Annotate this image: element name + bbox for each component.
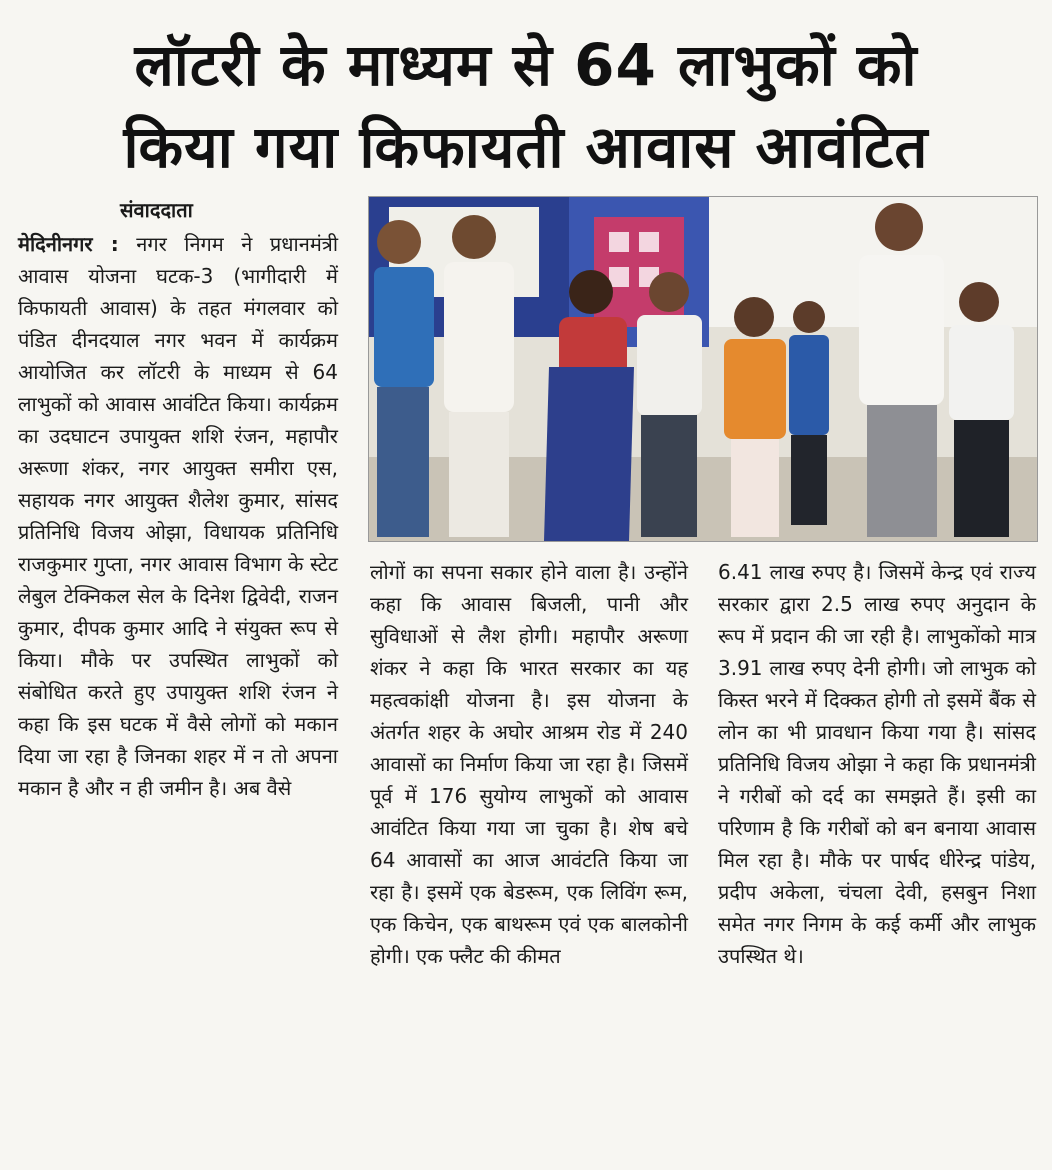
dateline: मेदिनीनगर : <box>18 232 119 256</box>
column-1-text: नगर निगम ने प्रधानमंत्री आवास योजना घटक-3 (भागीदारी में किफायती आवास) के तहत मंगलवार को पंडित दीनदयाल नगर भवन में कार्यक्रम आयोजित कर लॉटरी के माध्यम से 64 लाभुकों को आवास आवंटित किया। कार्यक्रम का उदघाटन उपायुक्त शशि रंजन, महापौर अरूणा शंकर, नगर आयुक्त समीरा एस, सहायक नगर आयुक्त शैलेश कुमार, सांसद प्रतिनिधि विजय ओझा, विधायक प्रतिनिधि राजकुमार गुप्ता, नगर आवास विभाग के स्टेट लेबुल टेक्निकल सेल के दिनेश द्विवेदी, राजन कुमार, दीपक कुमार आदि ने संयुक्त रूप से किया। मौके पर उपस्थित लाभुकों को संबोधित करते हुए उपायुक्त शशि रंजन ने कहा कि इस घटक में वैसे लोगों को मकान दिया जा रहा है जिनका शहर में न तो अपना मकान है और न ही जमीन है। अब वैसे <box>18 232 339 800</box>
headline-line-1: लॉटरी के माध्यम से 64 लाभुकों को <box>134 31 918 99</box>
article-column-3: 6.41 लाख रुपए है। जिसमें केन्द्र एवं राज्य सरकार द्वारा 2.5 लाख रुपए अनुदान के रूप में प्रदान की जा रही है। लाभुकोंको मात्र 3.91 लाख रुपए देनी होगी। जो लाभुक को किस्त भरने में दिक्कत होगी तो इसमें बैंक से लोन का भी प्रावधान किया गया है। सांसद प्रतिनिधि विजय ओझा ने कहा कि प्रधानमंत्री ने गरीबों को दर्द का समझते हैं। इसी का परिणाम है कि गरीबों को बन बनाया आवास मिल रहा है। मौके पर पार्षद धीरेन्द्र पांडेय, प्रदीप अकेला, चंचला देवी, हसबुन निशा समेत नगर निगम के कई कर्मी और लाभुक उपस्थित थे। <box>718 560 1036 968</box>
event-photo <box>368 196 1038 542</box>
headline-line-2: किया गया किफायती आवास आवंटित <box>123 113 929 181</box>
article-column-1 <box>18 228 338 804</box>
byline: संवाददाता <box>120 198 193 222</box>
article-column-2: लोगों का सपना सकार होने वाला है। उन्होंने कहा कि आवास बिजली, पानी और सुविधाओं से लैश होगी। महापौर अरूणा शंकर ने कहा कि भारत सरकार का यह महत्वकांक्षी योजना है। इस योजना के अंतर्गत शहर के अघोर आश्रम रोड में 240 आवासों का निर्माण किया जा रहा है। जिसमें पूर्व में 176 सुयोग्य लाभुकों को आवास आवंटित किया गया जा चुका है। शेष बचे 64 आवासों का आज आवंटति किया जा रहा है। इसमें एक बेडरूम, एक लिविंग रूम, एक किचेन, एक बाथरूम एवं एक बालकोनी होगी। एक फ्लैट की कीमत <box>370 560 688 968</box>
